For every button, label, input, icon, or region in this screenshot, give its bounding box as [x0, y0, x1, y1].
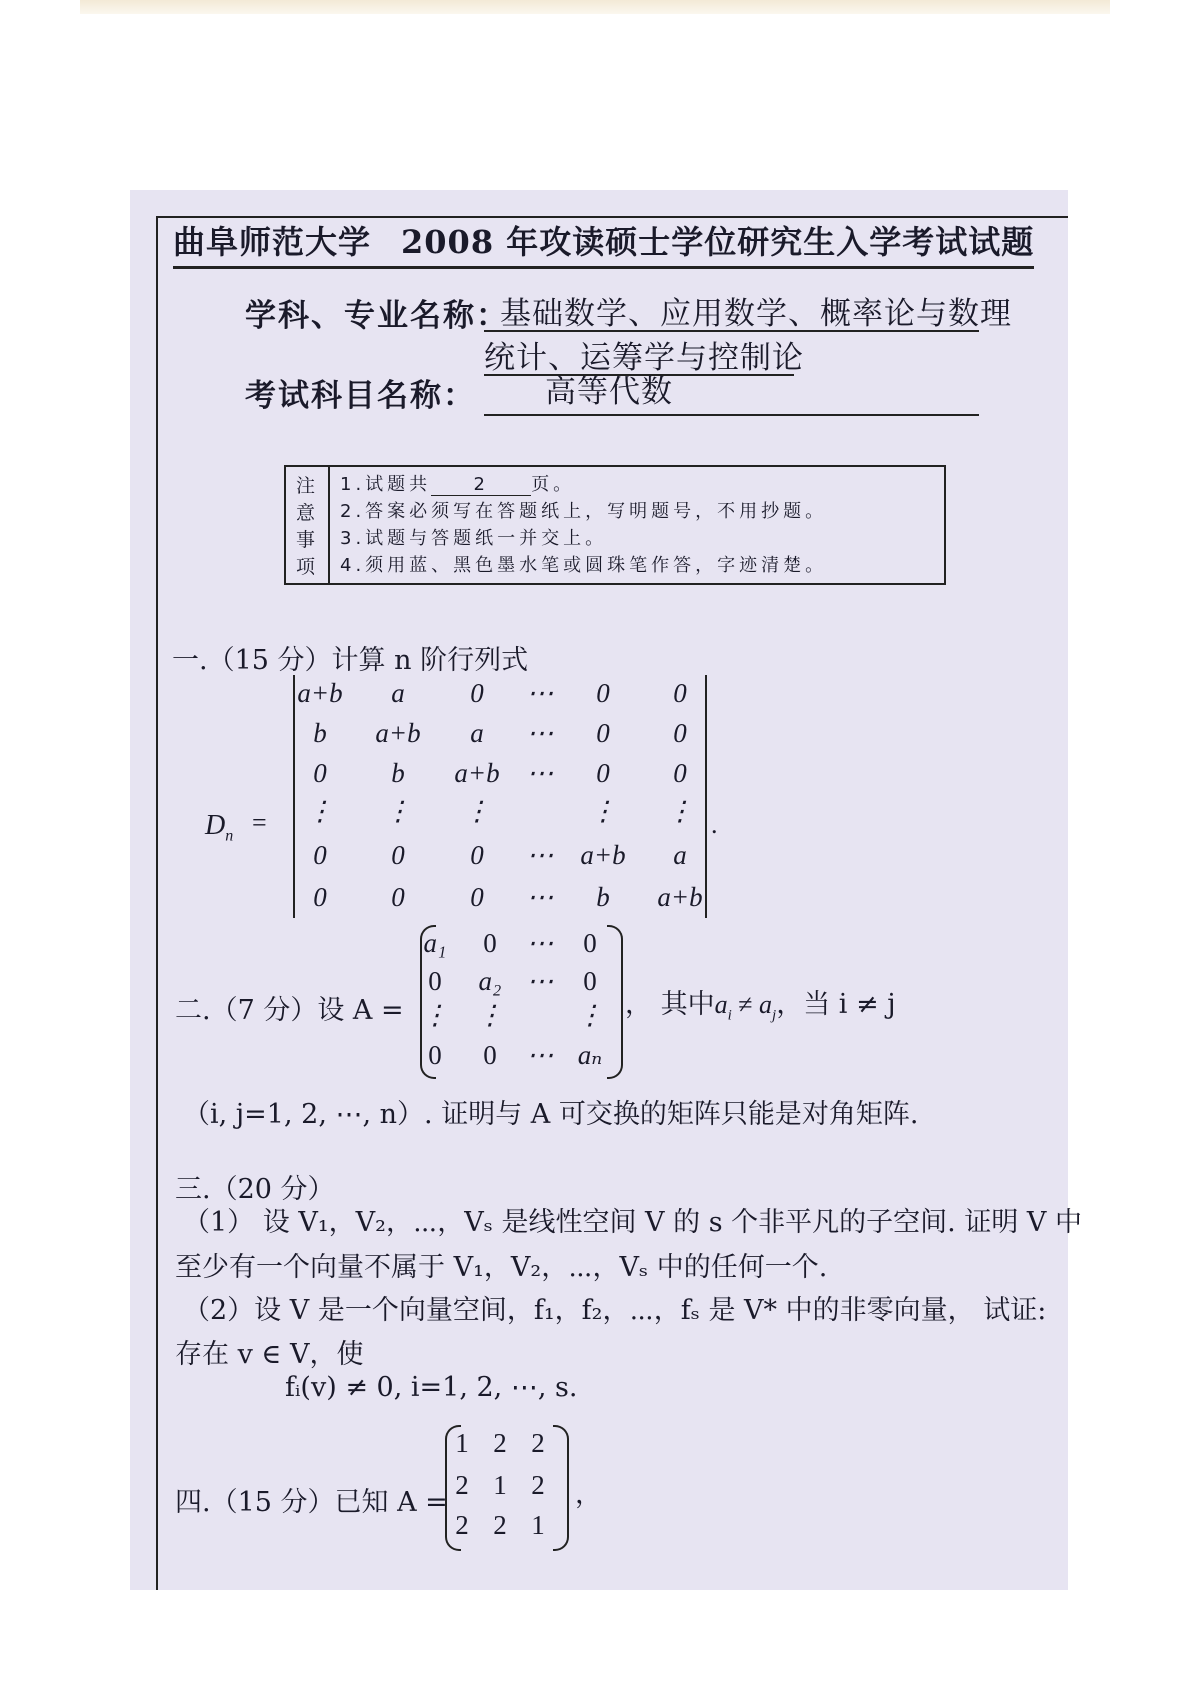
exam-title	[173, 217, 1034, 269]
q2-cell: 0	[483, 928, 497, 958]
det-cell: 0	[391, 882, 405, 912]
det-cell: a	[470, 718, 484, 748]
det-cell: 0	[470, 678, 484, 708]
det-cell: 0	[391, 840, 405, 870]
det-cell: a	[673, 840, 687, 870]
q2-statement: （i, j=1, 2, ⋯, n）. 证明与 A 可交换的矩阵只能是对角矩阵.	[183, 1099, 919, 1130]
subject-value-line2: 统计、运筹学与控制论	[484, 340, 804, 376]
det-cell: b	[391, 758, 405, 788]
scan-top-edge	[80, 0, 1110, 14]
exam-subject-underline	[484, 414, 979, 416]
q3-part2-formula: fᵢ(v) ≠ 0, i=1, 2, ⋯, s.	[285, 1372, 578, 1403]
q4-tail: ，	[575, 1479, 602, 1510]
q4-cell: 2	[493, 1510, 507, 1540]
det-cell: 0	[596, 678, 610, 708]
q3-part1-line2: 至少有一个向量不属于 V₁，V₂，⋯，Vₛ 中的任何一个.	[175, 1252, 828, 1283]
det-cell: ⋯	[526, 758, 554, 788]
det-cell: ⋮	[589, 796, 617, 826]
q1-period: .	[711, 810, 718, 839]
exam-subject-value: 高等代数	[545, 374, 673, 410]
q3-heading: 三.（20 分）	[175, 1174, 335, 1205]
q2-cell: 0	[483, 1040, 497, 1070]
det-cell: b	[596, 882, 610, 912]
det-cell: a+b	[297, 678, 343, 708]
q3-part1-line1: （1） 设 V₁，V₂，⋯，Vₛ 是线性空间 V 的 s 个非平凡的子空间. 证明 V 中	[183, 1207, 1082, 1238]
det-cell: ⋯	[526, 840, 554, 870]
det-cell: a+b	[580, 840, 626, 870]
det-cell: ⋯	[526, 678, 554, 708]
det-cell: a+b	[375, 718, 421, 748]
det-cell: a+b	[657, 882, 703, 912]
q2-cell: ⋯	[526, 928, 554, 958]
q4-cell: 1	[493, 1470, 507, 1500]
q2-cell: aₙ	[577, 1040, 603, 1070]
notice-item-4: 4.须用蓝、黑色墨水笔或圆珠笔作答，字迹清楚。	[340, 555, 828, 576]
q4-heading: 四.（15 分）已知 A =	[175, 1487, 448, 1518]
det-cell: 0	[673, 718, 687, 748]
det-cell: 0	[673, 758, 687, 788]
q4-cell: 2	[531, 1470, 545, 1500]
q2-cell: a₂	[478, 966, 502, 996]
q2-cell: ⋮	[421, 1000, 449, 1030]
det-cell: ⋮	[384, 796, 412, 826]
notice-item-3: 3.试题与答题纸一并交上。	[340, 528, 608, 549]
notice-char-2: 意	[296, 502, 316, 524]
q2-cell: 0	[583, 928, 597, 958]
q4-cell: 2	[531, 1428, 545, 1458]
notice-char-4: 项	[296, 556, 316, 578]
notice-side-label	[286, 467, 330, 583]
q2-cell: ⋮	[476, 1000, 504, 1030]
det-cell: ⋮	[666, 796, 694, 826]
q4-cell: 2	[455, 1510, 469, 1540]
det-cell: a+b	[454, 758, 500, 788]
subject-label: 学科、专业名称：	[245, 298, 509, 334]
q4-cell: 1	[531, 1510, 545, 1540]
q2-cell: 0	[428, 1040, 442, 1070]
det-cell: 0	[470, 882, 484, 912]
q2-cell: ⋯	[526, 966, 554, 996]
q4-cell: 1	[455, 1428, 469, 1458]
det-cell: 0	[673, 678, 687, 708]
q2-cell: ⋯	[526, 1040, 554, 1070]
det-cell: ⋮	[306, 796, 334, 826]
page-count: 2	[431, 475, 531, 496]
q2-heading: 二.（7 分）设 A =	[175, 995, 404, 1026]
notice-char-1: 注	[296, 475, 316, 497]
exam-subject-label: 考试科目名称：	[245, 378, 476, 414]
det-cell: ⋯	[526, 718, 554, 748]
q4-cell: 2	[455, 1470, 469, 1500]
q2-cell: 0	[583, 966, 597, 996]
det-cell: 0	[313, 882, 327, 912]
q3-part2-line1: （2）设 V 是一个向量空间，f₁，f₂，⋯，fₛ 是 V* 中的非零向量， 试证:	[183, 1295, 1047, 1326]
det-cell: a	[391, 678, 405, 708]
det-cell: ⋮	[463, 796, 491, 826]
q1-heading: 一.（15 分）计算 n 阶行列式	[172, 645, 529, 676]
det-cell: 0	[596, 718, 610, 748]
det-cell: 0	[313, 840, 327, 870]
q2-cell: a₁	[423, 928, 447, 958]
q1-equals: =	[252, 808, 267, 837]
det-cell: ⋯	[526, 882, 554, 912]
university-name: 曲阜师范大学	[173, 223, 372, 261]
q4-cell: 2	[493, 1428, 507, 1458]
q2-cell: ⋮	[576, 1000, 604, 1030]
notice-item-2: 2.答案必须写在答题纸上，写明题号，不用抄题。	[340, 501, 828, 522]
det-cell: 0	[596, 758, 610, 788]
q1-lhs: $D_n$	[205, 810, 234, 845]
q2-condition: ， 其中$a_i \ne a_j$，当 i ≠ j	[625, 989, 896, 1024]
q3-part2-line2: 存在 v ∈ V，使	[175, 1339, 364, 1370]
q2-cell: 0	[428, 966, 442, 996]
det-cell: 0	[313, 758, 327, 788]
det-cell: 0	[470, 840, 484, 870]
exam-year-title: 2008 年攻读硕士学位研究生入学考试试题	[401, 223, 1035, 261]
notice-item-1: 1.试题共 2 页。	[340, 474, 576, 495]
notice-box	[284, 465, 946, 585]
det-cell: b	[313, 718, 327, 748]
subject-value-line1: 基础数学、应用数学、概率论与数理	[500, 296, 1012, 332]
notice-char-3: 事	[296, 529, 316, 551]
